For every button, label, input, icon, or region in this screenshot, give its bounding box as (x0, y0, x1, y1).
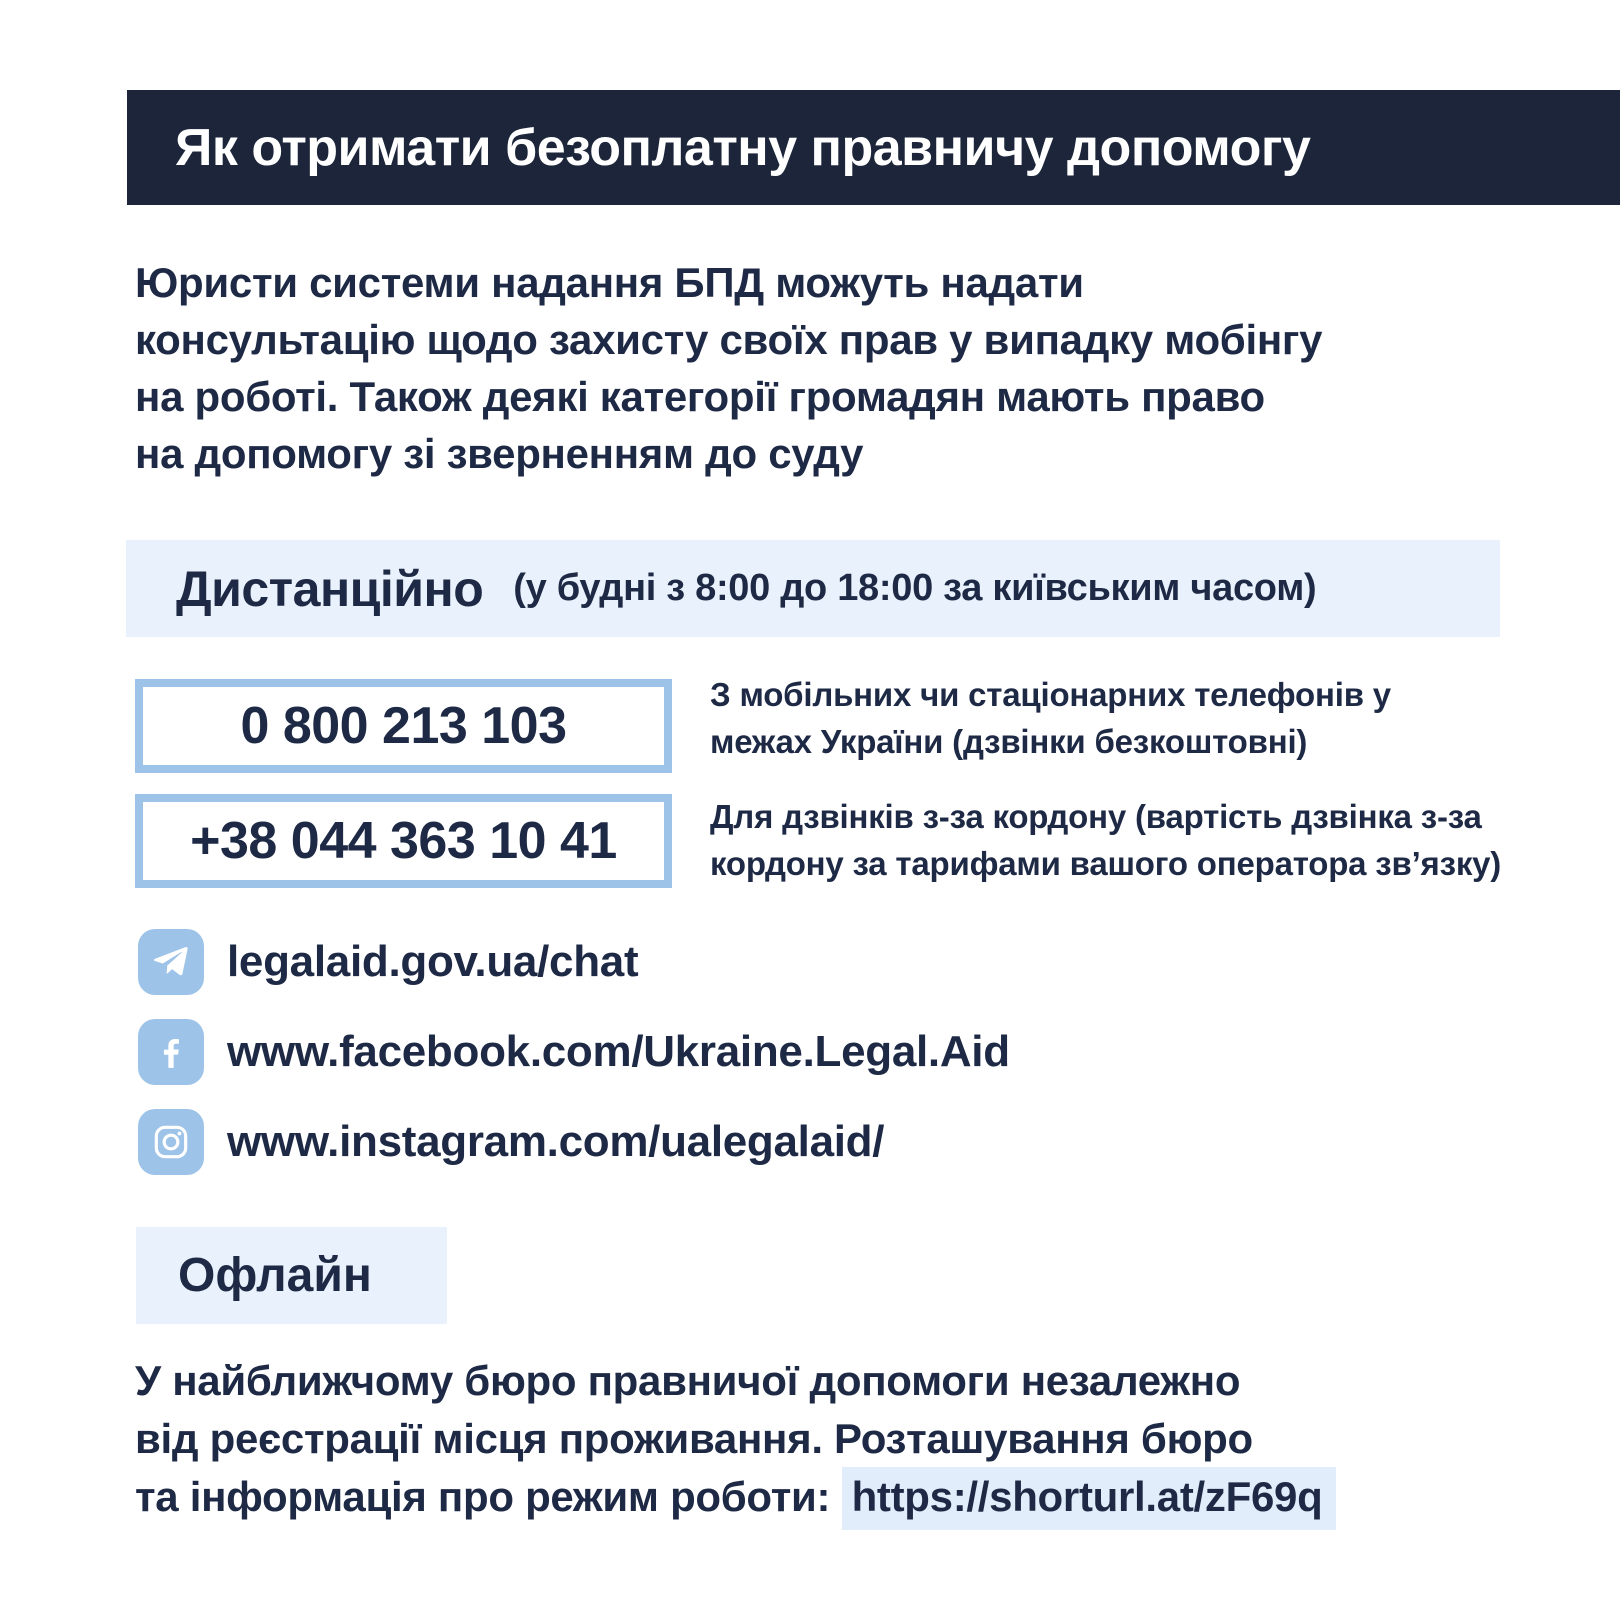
facebook-icon (138, 1019, 204, 1085)
contact-links-list (138, 929, 1010, 1199)
link-row-facebook[interactable] (138, 1019, 1010, 1085)
telegram-icon (138, 929, 204, 995)
offline-section-title: Офлайн (178, 1249, 372, 1302)
phone-number-box-hotline (135, 679, 672, 773)
remote-section-title: Дистанційно (176, 560, 484, 617)
phone-number: 0 800 213 103 (240, 697, 567, 755)
phone-number-box-international (135, 794, 672, 888)
remote-section-hours: (у будні з 8:00 до 18:00 за київським часом) (513, 567, 1317, 609)
intro-line: на роботі. Також деякі категорії громадян мають право (135, 373, 1265, 420)
offline-line-with-link (135, 1468, 1336, 1526)
phone-description-line: З мобільних чи стаціонарних телефонів у (710, 676, 1391, 713)
phone-description-line: кордону за тарифами вашого оператора зв’язку) (710, 845, 1502, 882)
link-label-facebook-url[interactable]: www.facebook.com/Ukraine.Legal.Aid (227, 1027, 1010, 1076)
phone-description-international (710, 793, 1501, 887)
phone-description-line: межах України (дзвінки безкоштовні) (710, 723, 1308, 760)
offline-paragraph (135, 1352, 1336, 1526)
offline-section-band (136, 1227, 447, 1324)
link-label-instagram-url[interactable]: www.instagram.com/ualegalaid/ (227, 1117, 885, 1166)
intro-paragraph (135, 254, 1322, 482)
instagram-icon (138, 1109, 204, 1175)
intro-line: Юристи системи надання БПД можуть надати (135, 259, 1084, 306)
intro-line: консультацію щодо захисту своїх прав у випадку мобінгу (135, 316, 1323, 363)
page-title: Як отримати безоплатну правничу допомогу (175, 118, 1311, 177)
offline-line: У найближчому бюро правничої допомоги незалежно (135, 1357, 1241, 1404)
intro-line: на допомогу зі зверненням до суду (135, 430, 864, 477)
phone-number: +38 044 363 10 41 (190, 812, 617, 870)
offline-line: від реєстрації місця проживання. Розташування бюро (135, 1415, 1253, 1462)
link-row-instagram[interactable] (138, 1109, 1010, 1175)
link-row-telegram[interactable] (138, 929, 1010, 995)
phone-description-line: Для дзвінків з-за кордону (вартість дзвінка з-за (710, 798, 1482, 835)
offline-shorturl-link[interactable]: https://shorturl.at/zF69q (842, 1467, 1337, 1530)
link-label-chat-url[interactable]: legalaid.gov.ua/chat (227, 937, 639, 986)
offline-line-prefix: та інформація про режим роботи: (135, 1473, 842, 1520)
phone-description-hotline (710, 671, 1391, 765)
header-bar (127, 90, 1620, 205)
remote-section-band (126, 540, 1500, 637)
